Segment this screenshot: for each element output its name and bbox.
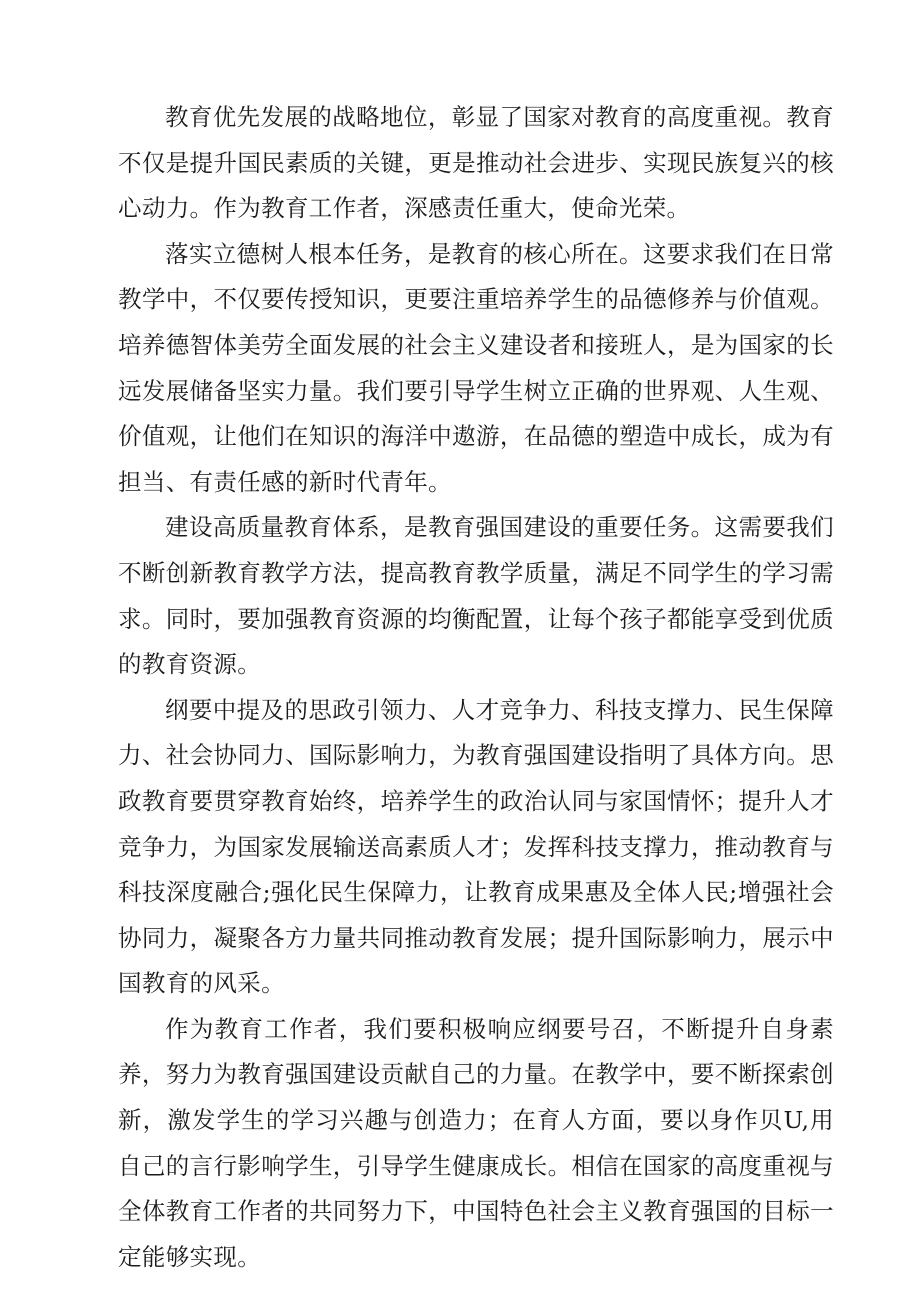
document-body <box>118 95 834 1280</box>
paragraph-2: 落实立德树人根本任务，是教育的核心所在。这要求我们在日常教学中，不仅要传授知识，更要注重培养学生的品德修养与价值观。培养德智体美劳全面发展的社会主义建设者和接班人，是为国家的长远发展储备坚实力量。我们要引导学生树立正确的世界观、人生观、价值观，让他们在知识的海洋中遨游，在品德的塑造中成长，成为有担当、有责任感的新时代青年。 <box>118 239 834 496</box>
paragraph-4: 纲要中提及的思政引领力、人才竞争力、科技支撑力、民生保障力、社会协同力、国际影响力，为教育强国建设指明了具体方向。思政教育要贯穿教育始终，培养学生的政治认同与家国情怀；提升人才竞争力，为国家发展输送高素质人才；发挥科技支撑力，推动教育与科技深度融合;强化民生保障力，让教育成果惠及全体人民;增强社会协同力，凝聚各方力量共同推动教育发展；提升国际影响力，展示中国教育的风采。 <box>118 695 834 998</box>
paragraph-1: 教育优先发展的战略地位，彰显了国家对教育的高度重视。教育不仅是提升国民素质的关键，更是推动社会进步、实现民族复兴的核心动力。作为教育工作者，深感责任重大，使命光荣。 <box>118 103 834 223</box>
paragraph-3: 建设高质量教育体系，是教育强国建设的重要任务。这需要我们不断创新教育教学方法，提高教育教学质量，满足不同学生的学习需求。同时，要加强教育资源的均衡配置，让每个孩子都能享受到优质的教育资源。 <box>118 513 834 679</box>
paragraph-5: 作为教育工作者，我们要积极响应纲要号召，不断提升自身素养，努力为教育强国建设贡献自己的力量。在教学中，要不断探索创新，激发学生的学习兴趣与创造力；在育人方面，要以身作贝U,用自己的言行影响学生，引导学生健康成长。相信在国家的高度重视与全体教育工作者的共同努力下，中国特色社会主义教育强国的目标一定能够实现。 <box>118 1014 834 1271</box>
